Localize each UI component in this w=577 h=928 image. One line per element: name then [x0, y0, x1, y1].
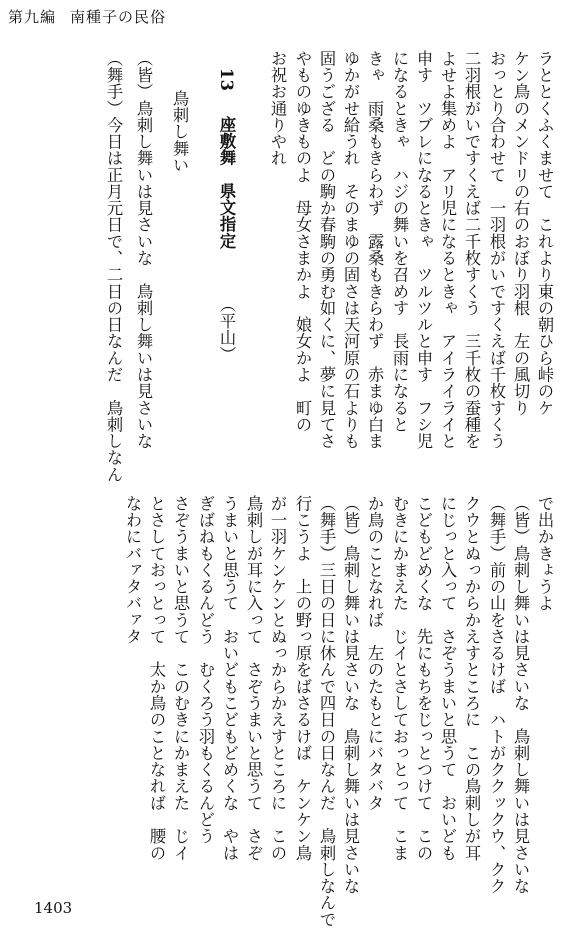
text-column: ケン鳥のメンドリの右のおぼり羽根 左の風切り: [511, 50, 530, 417]
text-column: 申す ツブレになるときゃ ツルツルと申す フシ児: [414, 50, 433, 450]
text-column: なわにバァタバァタ: [123, 495, 142, 645]
running-header: [8, 6, 166, 27]
text-column: （舞手）三日の日に休んで四日の日なんだ 鳥刺しなんで: [317, 495, 336, 928]
text-column: クウとぬっからかえすところに この鳥刺しが耳: [462, 495, 481, 862]
text-column: とさしておっとって 太か鳥のことなれば 腰の: [147, 495, 166, 862]
text-column: 鳥刺し舞い: [170, 90, 189, 174]
text-column: やものゆきものよ 母女さまかよ 娘女かよ 町の: [293, 50, 312, 433]
text-column: （皆）鳥刺し舞いは見さいな 鳥刺し舞いは見さいな: [134, 50, 153, 450]
text-column: 固うござる どの駒か春駒の勇む如くに、夢に見てさ: [317, 50, 336, 450]
text-column: で出かきょうよ: [535, 495, 554, 612]
page-number: 1403: [34, 899, 73, 917]
section-location: （平山）: [217, 296, 236, 363]
section-number: 13: [217, 68, 236, 92]
text-column: にじっと入って さぞうまいと思うて おいども: [438, 495, 457, 862]
text-column: ぎばねもくるんどう むくろう羽もくるんどう: [196, 495, 215, 845]
text-column: むきにかまえた じイとさしておっとって こま: [390, 495, 409, 862]
text-column: さぞうまいと思うて このむきにかまえた じイ: [171, 495, 190, 862]
section-title: 座敷舞 県文指定: [217, 116, 236, 250]
text-column: になるときゃ ハジの舞いを召めす 長雨になると: [390, 50, 409, 433]
text-column: こどもどめくな 先にもちをじっとつけて この: [414, 495, 433, 862]
text-column: きゃ 雨桑もきらわず 露桑もきらわず 赤まゆ白ま: [365, 50, 384, 450]
header-part: 第九編: [8, 8, 57, 26]
text-column: 二羽根がいですくえば二千枚すくう 三千枚の蚕種を: [462, 50, 481, 450]
text-column: （皆）鳥刺し舞いは見さいな 鳥刺し舞いは見さいな: [341, 495, 360, 895]
text-column: が一羽ケンケンとぬっからかえすところに この: [268, 495, 287, 862]
header-title: 南種子の民俗: [70, 8, 167, 26]
text-column: お祝お通りやれ: [268, 50, 287, 167]
text-column: （舞手）今日は正月元日で、二日の日なんだ 鳥刺しなん: [104, 50, 123, 483]
text-column: （皆）鳥刺し舞いは見さいな 鳥刺し舞いは見さいな: [511, 495, 530, 895]
text-column: おっとり合わせて 一羽根がいですくえば千枚すくう: [487, 50, 506, 450]
text-column: （舞手）前の山をさるけば ハトがククックウ、クク: [487, 495, 506, 895]
text-column: 行こうよ 上の野っ原をばさるけば ケンケン鳥: [293, 495, 312, 862]
text-column: うまいと思うて おいどもこどもどめくな やは: [220, 495, 239, 862]
text-column: よせよ集めよ アリ児になるときゃ アイライライと: [438, 50, 457, 450]
text-column: 鳥刺しが耳に入って さぞうまいと思うて さぞ: [244, 495, 263, 862]
text-column: ラととくふくませて これより東の朝ひら峠のケ: [535, 50, 554, 417]
text-column: か鳥のことなれば 左のたもとにバタバタ: [365, 495, 384, 812]
text-column: ゆかがせ給うれ そのまゆの固さは天河原の石よりも: [341, 50, 360, 450]
